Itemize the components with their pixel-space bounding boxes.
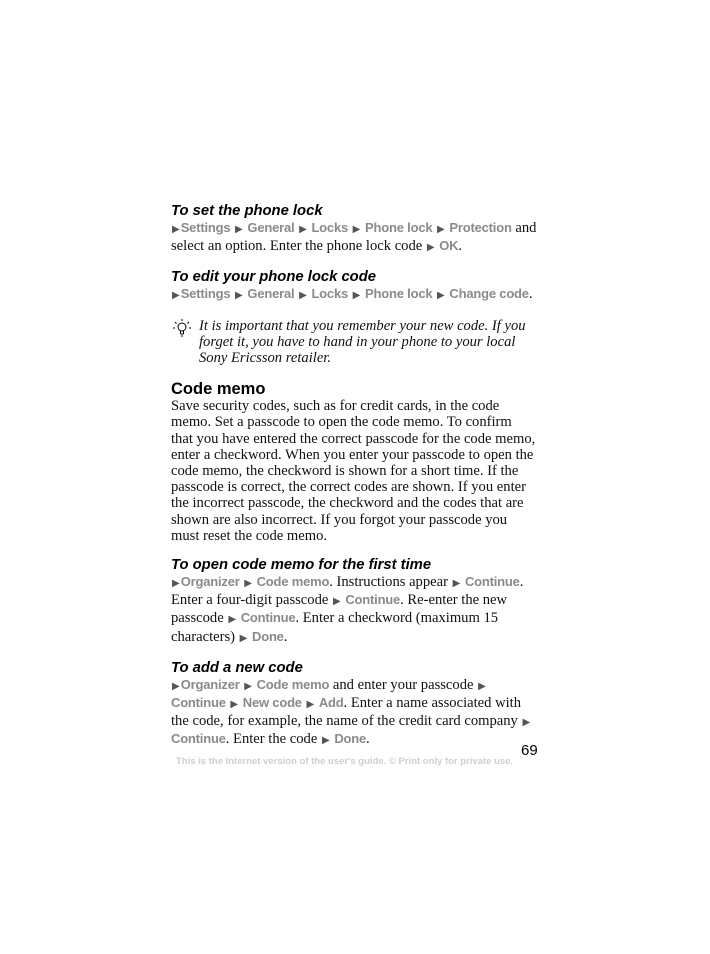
lightbulb-icon [171, 318, 193, 340]
arrow-icon: ▶ [235, 290, 243, 302]
instructions-set-phone-lock [171, 220, 537, 256]
arrow-icon: ▶ [352, 224, 361, 235]
arrow-icon: ▶ [228, 614, 237, 626]
menu-organizer: Organizer [180, 676, 240, 692]
arrow-icon: ▶ [437, 290, 445, 302]
arrow-icon: ▶ [306, 699, 315, 711]
arrow-icon: ▶ [299, 290, 307, 302]
text: and enter your passcode [329, 676, 478, 693]
text: . [283, 628, 288, 645]
menu-continue: Continue [240, 610, 296, 626]
menu-general: General [247, 286, 295, 302]
menu-continue: Continue [171, 695, 226, 711]
footer-notice: This is the Internet version of the user's guide. © Print only for private use. [176, 756, 514, 767]
menu-code-memo: Code memo [256, 676, 330, 692]
page-number: 69 [521, 742, 538, 759]
arrow-icon: ▶ [230, 699, 239, 711]
arrow-icon: ▶ [172, 224, 180, 235]
menu-new-code: New code [242, 695, 302, 711]
menu-locks: Locks [311, 286, 349, 302]
instructions-open-code-memo [171, 574, 537, 647]
arrow-icon: ▶ [478, 680, 486, 692]
menu-code-memo: Code memo [256, 574, 330, 590]
text: and select an option. Enter the phone lock code [171, 220, 537, 255]
menu-add: Add [318, 695, 344, 711]
arrow-icon: ▶ [522, 717, 531, 729]
instructions-edit-phone-lock [171, 286, 537, 304]
menu-settings: Settings [180, 220, 231, 235]
arrow-icon: ▶ [244, 680, 252, 692]
text: . [458, 238, 463, 255]
heading-code-memo: Code memo [171, 380, 266, 399]
arrow-icon: ▶ [172, 680, 180, 692]
menu-locks: Locks [311, 220, 349, 235]
arrow-icon: ▶ [172, 578, 180, 590]
menu-ok: OK [439, 238, 459, 254]
arrow-icon: ▶ [235, 224, 243, 235]
arrow-icon: ▶ [244, 578, 252, 590]
manual-page [171, 203, 537, 750]
arrow-icon: ▶ [426, 242, 435, 254]
menu-continue: Continue [345, 592, 401, 608]
menu-continue: Continue [171, 731, 226, 747]
text: . Enter a checkword (maximum 15 characters) [171, 610, 499, 645]
menu-phone-lock: Phone lock [365, 286, 433, 302]
menu-phone-lock: Phone lock [365, 220, 433, 235]
text: . Instructions appear [329, 574, 452, 591]
menu-change-code: Change code [449, 286, 529, 302]
tip-text: It is important that you remember your new code. If you forget it, you have to hand in your phone to your local Sony Ericsson retailer. [199, 317, 526, 367]
menu-done: Done [334, 731, 367, 747]
arrow-icon: ▶ [239, 632, 248, 644]
tip-note [171, 318, 537, 367]
heading-set-phone-lock: To set the phone lock [171, 203, 323, 219]
instructions-add-new-code [171, 677, 537, 750]
text: . Enter the code [225, 731, 321, 748]
menu-settings: Settings [180, 286, 231, 302]
text: . [366, 731, 370, 748]
arrow-icon: ▶ [452, 578, 461, 590]
code-memo-body: Save security codes, such as for credit cards, in the code memo. Set a passcode to open the code memo. To confirm that you have entered the correct passcode for the code memo, enter a checkword. When you enter your passcode to open the code memo, the checkword is shown for a short time. If the passcode is correct, the correct codes are shown. If you enter the incorrect passcode, the checkword and the codes that are shown are also incorrect. If you forgot your passcode you must reset the code memo. [171, 398, 536, 544]
menu-organizer: Organizer [180, 574, 240, 590]
text: . Re-enter the new passcode [171, 592, 508, 627]
text: . [528, 286, 533, 303]
menu-done: Done [252, 628, 284, 644]
arrow-icon: ▶ [321, 735, 330, 747]
menu-continue: Continue [464, 574, 520, 590]
heading-open-code-memo: To open code memo for the first time [171, 557, 432, 574]
heading-edit-phone-lock-code: To edit your phone lock code [171, 269, 376, 286]
menu-protection: Protection [449, 220, 512, 235]
menu-general: General [247, 220, 295, 235]
arrow-icon: ▶ [437, 224, 445, 235]
arrow-icon: ▶ [352, 290, 361, 302]
arrow-icon: ▶ [333, 596, 341, 608]
arrow-icon: ▶ [172, 290, 180, 302]
heading-add-new-code: To add a new code [171, 659, 303, 676]
text: . Enter a four-digit passcode [171, 574, 524, 609]
text: . Enter a name associated with the code, for example, the name of the credit card company [171, 695, 522, 730]
arrow-icon: ▶ [299, 224, 307, 235]
